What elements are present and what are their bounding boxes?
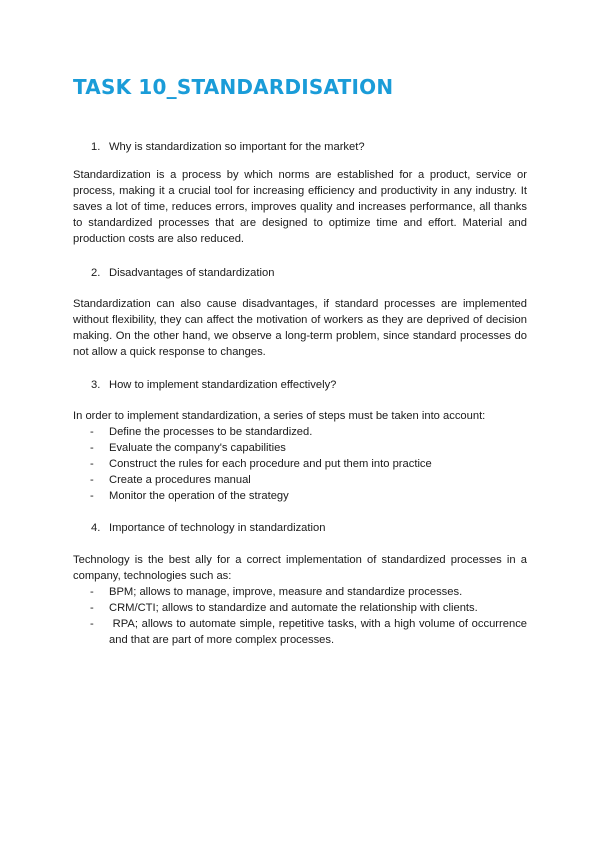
section-heading-text: Why is standardization so important for the market? [109,141,365,153]
list-item: - Construct the rules for each procedure and put them into practice [73,456,527,472]
section-number: 3. [91,379,101,391]
section-heading-text: How to implement standardization effectively? [109,379,337,391]
section-3-steps-list [73,424,527,504]
list-item: - CRM/CTI; allows to standardize and automate the relationship with clients. [73,600,527,616]
section-number: 2. [91,267,101,279]
section-2-heading [91,265,531,281]
bullet-dash: - [90,474,94,486]
bullet-dash: - [90,490,94,502]
section-heading-text: Importance of technology in standardization [109,522,326,534]
section-1-paragraph: Standardization is a process by which norms are established for a product, service or process, making it a crucial tool for increasing efficiency and productivity in any industry. It saves a lot of time, reduces errors, improves quality and increases performance, all thanks to standardized processes that are designed to optimize time and effort. Material and production costs are also reduced. [73,169,527,245]
section-4-intro: Technology is the best ally for a correct implementation of standardized processes in a company, technologies such as: [73,554,527,582]
list-item: - BPM; allows to manage, improve, measure and standardize processes. [73,584,527,600]
section-3-heading [91,377,531,393]
bullet-dash: - [90,426,94,438]
list-item: - RPA; allows to automate simple, repetitive tasks, with a high volume of occurrence and that are part of more complex processes. [73,616,527,648]
bullet-dash: - [90,458,94,470]
section-2-paragraph: Standardization can also cause disadvantages, if standard processes are implemented without flexibility, they can affect the motivation of workers as they are deprived of decision making. On the other hand, we observe a long-term problem, since standard processes do not allow a quick response to changes. [73,298,527,358]
section-number: 1. [91,141,101,153]
list-item: - Define the processes to be standardized. [73,424,527,440]
page-title: TASK 10_STANDARDISATION [73,75,394,99]
bullet-dash: - [90,602,94,614]
section-number: 4. [91,522,101,534]
list-item: - Create a procedures manual [73,472,527,488]
list-item: - Evaluate the company's capabilities [73,440,527,456]
section-3-intro: In order to implement standardization, a series of steps must be taken into account: [73,410,486,422]
section-4-heading [91,520,531,536]
bullet-dash: - [90,586,94,598]
section-heading-text: Disadvantages of standardization [109,267,275,279]
section-1-heading [91,139,531,155]
bullet-dash: - [90,618,94,630]
section-4-technologies-list [73,584,531,648]
bullet-dash: - [90,442,94,454]
list-item: - Monitor the operation of the strategy [73,488,527,504]
